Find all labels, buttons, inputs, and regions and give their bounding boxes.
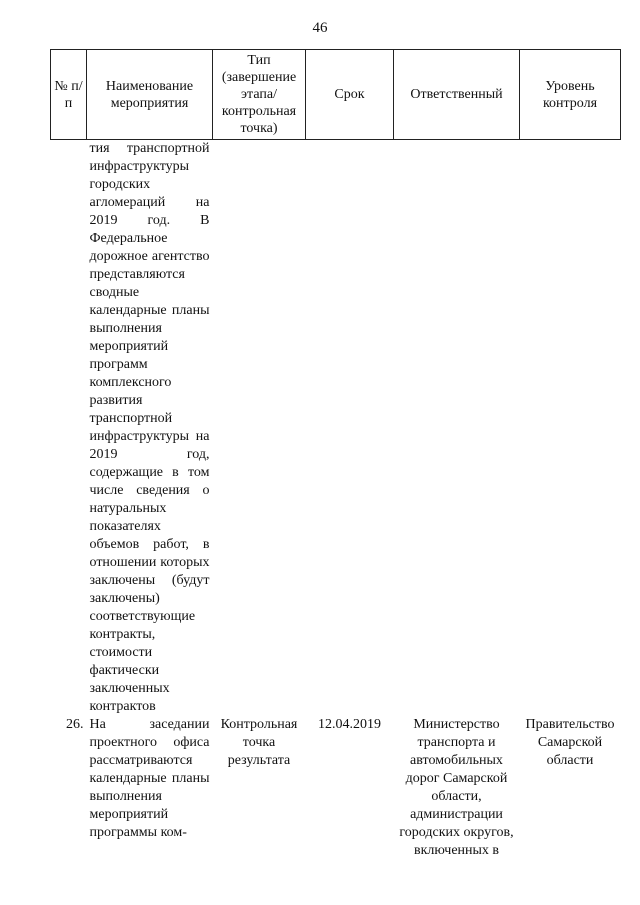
header-control: Уровень контроля <box>520 50 621 140</box>
continued-date-cell <box>306 140 394 717</box>
table-header-row <box>51 50 621 140</box>
row-26-control: Правительство Самарской области <box>525 717 615 768</box>
row-26-date: 12.04.2019 <box>318 717 381 732</box>
continued-responsible-cell <box>394 140 520 717</box>
activities-table <box>50 49 621 860</box>
header-type: Тип (завершение этапа/ контрольная точка) <box>213 50 306 140</box>
row-26-responsible: Министерство транспорта и автомобильных дорог Самарской области, администрации городских округов, включенных в <box>399 717 514 858</box>
continued-type-cell <box>213 140 306 717</box>
page-number: 46 <box>312 20 328 36</box>
continued-name-cell: тия транспортной инфраструктуры городских агломераций на 2019 год. В Федеральное дорожное агентство представляются сводные календарные планы выполнения мероприятий программ комплексного развития транспортной инфраструктуры на 2019 год, содержащие в том числе сведения о натуральных показателях объемов работ, в отношении которых заключены (будут заключены) соответствующие контракты, стоимости фактически заключенных контрактов <box>89 141 210 714</box>
header-number: № п/п <box>51 50 87 140</box>
header-responsible: Ответственный <box>394 50 520 140</box>
row-26-number: 26. <box>66 717 84 732</box>
row-26-name: На заседании проектного офиса рассматриваются календарные планы выполнения мероприятий программы ком- <box>89 717 210 840</box>
header-date: Срок <box>306 50 394 140</box>
continued-control-cell <box>520 140 621 717</box>
table-row-continued <box>51 140 621 717</box>
row-26-type: Контрольная точка результата <box>220 717 298 768</box>
continued-num-cell <box>51 140 87 717</box>
table-row-26 <box>51 716 621 860</box>
header-name: Наименование мероприятия <box>87 50 213 140</box>
